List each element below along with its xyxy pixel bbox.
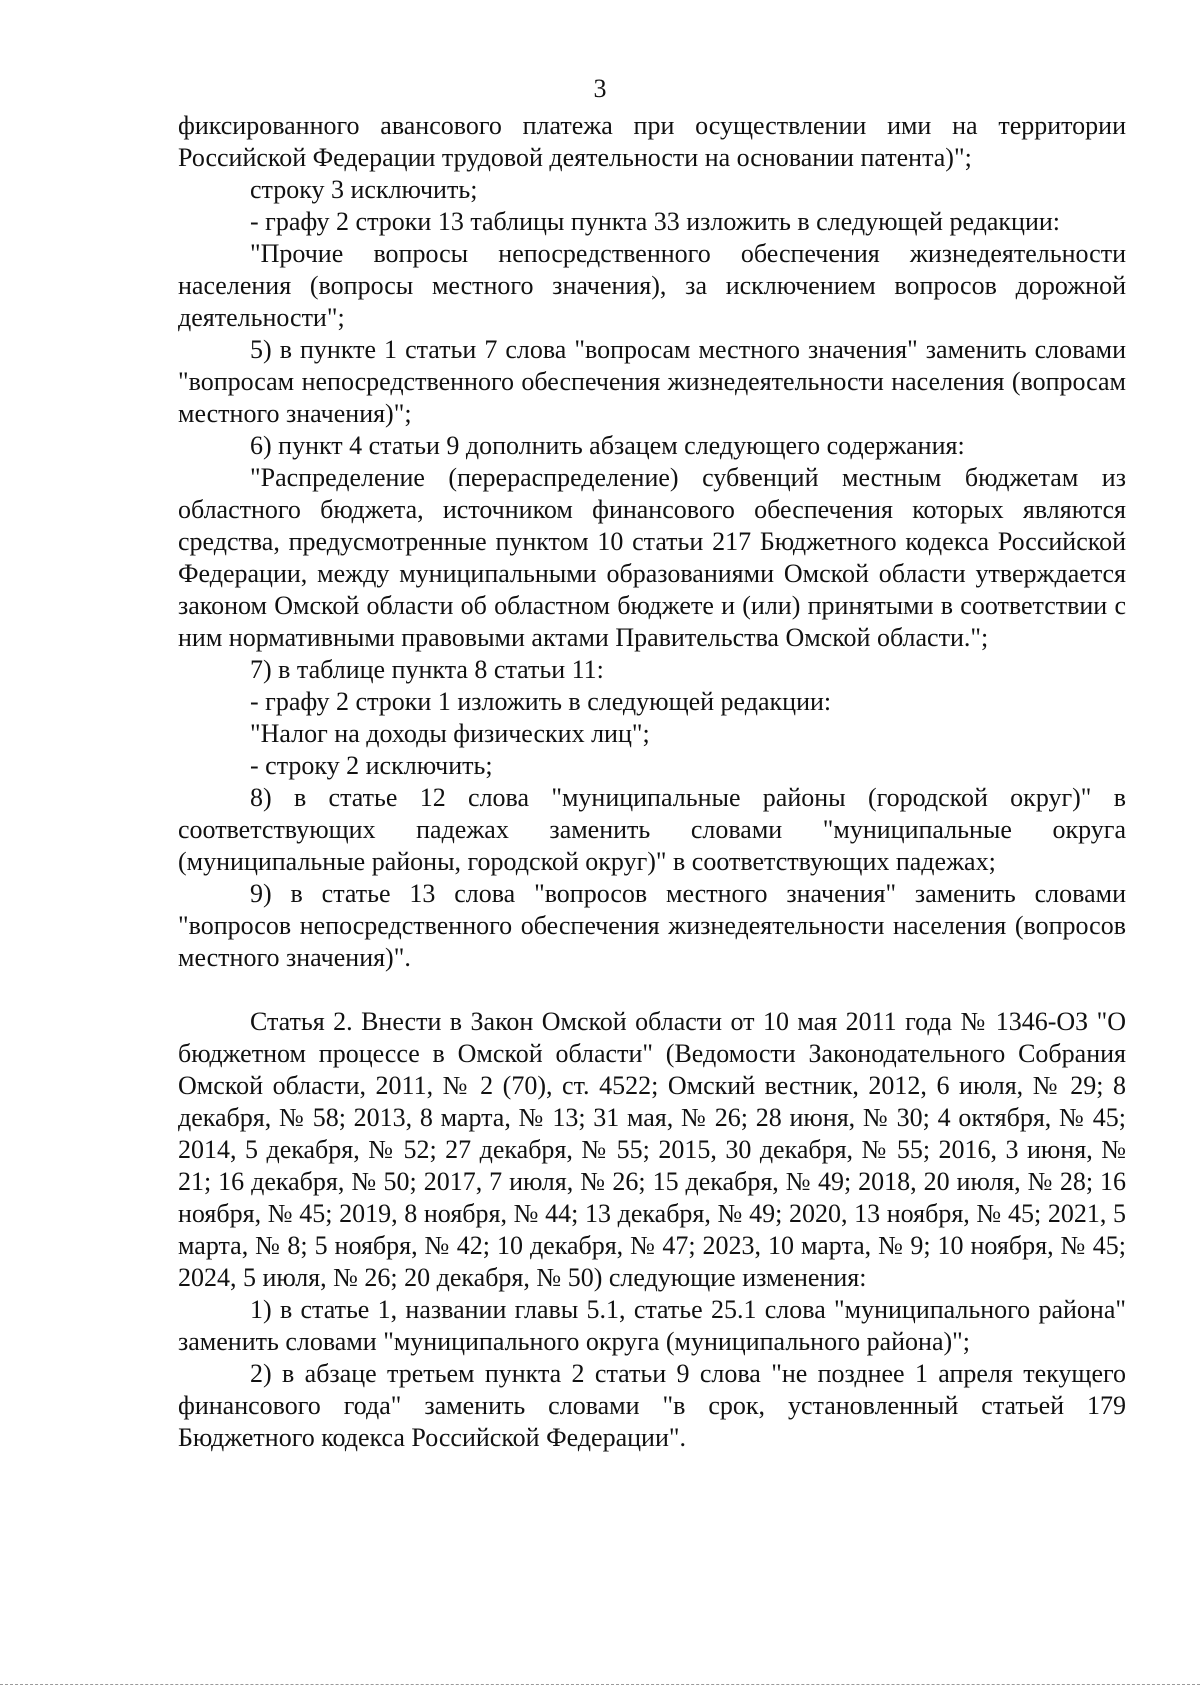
page-number: 3 bbox=[593, 74, 607, 103]
document-body bbox=[178, 110, 1126, 1454]
paragraph: фиксированного авансового платежа при осуществлении ими на территории Российской Федерации трудовой деятельности на основании патента)"; bbox=[178, 111, 1126, 172]
paragraph: строку 3 исключить; bbox=[250, 175, 478, 204]
paragraph: 2) в абзаце третьем пункта 2 статьи 9 слова "не позднее 1 апреля текущего финансового года" заменить словами "в срок, установленный статьей 179 Бюджетного кодекса Российской Федерации". bbox=[178, 1359, 1126, 1452]
paragraph: "Распределение (перераспределение) субвенций местным бюджетам из областного бюджета, источником финансового обеспечения которых являются средства, предусмотренные пунктом 10 статьи 217 Бюджетного кодекса Российской Федерации, между муниципальными образованиями Омской области утверждается законом Омской области об областном бюджете и (или) принятыми в соответствии с ним нормативными правовыми актами Правительства Омской области."; bbox=[178, 463, 1126, 652]
paragraph: 1) в статье 1, названии главы 5.1, статье 25.1 слова "муниципального района" заменить словами "муниципального округа (муниципального района)"; bbox=[178, 1295, 1126, 1356]
page-bottom-rule bbox=[0, 1684, 1200, 1685]
paragraph: 7) в таблице пункта 8 статьи 11: bbox=[250, 655, 604, 684]
paragraph: - строку 2 исключить; bbox=[250, 751, 493, 780]
paragraph: 5) в пункте 1 статьи 7 слова "вопросам местного значения" заменить словами "вопросам непосредственного обеспечения жизнедеятельности населения (вопросам местного значения)"; bbox=[178, 335, 1126, 428]
paragraph: 6) пункт 4 статьи 9 дополнить абзацем следующего содержания: bbox=[250, 431, 965, 460]
paragraph: "Прочие вопросы непосредственного обеспечения жизнедеятельности населения (вопросы местного значения), за исключением вопросов дорожной деятельности"; bbox=[178, 239, 1126, 332]
paragraph: - графу 2 строки 1 изложить в следующей редакции: bbox=[250, 687, 832, 716]
paragraph: 9) в статье 13 слова "вопросов местного значения" заменить словами "вопросов непосредственного обеспечения жизнедеятельности населения (вопросов местного значения)". bbox=[178, 879, 1126, 972]
paragraph: - графу 2 строки 13 таблицы пункта 33 изложить в следующей редакции: bbox=[250, 207, 1061, 236]
paragraph: 8) в статье 12 слова "муниципальные районы (городской округ)" в соответствующих падежах заменить словами "муниципальные округа (муниципальные районы, городской округ)" в соответствующих падежах; bbox=[178, 783, 1126, 876]
paragraph: "Налог на доходы физических лиц"; bbox=[250, 719, 650, 748]
article-heading-paragraph: Статья 2. Внести в Закон Омской области от 10 мая 2011 года № 1346-ОЗ "О бюджетном процессе в Омской области" (Ведомости Законодательного Собрания Омской области, 2011, № 2 (70), ст. 4522; Омский вестник, 2012, 6 июля, № 29; 8 декабря, № 58; 2013, 8 марта, № 13; 31 мая, № 26; 28 июня, № 30; 4 октября, № 45; 2014, 5 декабря, № 52; 27 декабря, № 55; 2015, 30 декабря, № 55; 2016, 3 июня, № 21; 16 декабря, № 50; 2017, 7 июля, № 26; 15 декабря, № 49; 2018, 20 июля, № 28; 16 ноября, № 45; 2019, 8 ноября, № 44; 13 декабря, № 49; 2020, 13 ноября, № 45; 2021, 5 марта, № 8; 5 ноября, № 42; 10 декабря, № 47; 2023, 10 марта, № 9; 10 ноября, № 45; 2024, 5 июля, № 26; 20 декабря, № 50) следующие изменения: bbox=[178, 1007, 1126, 1292]
